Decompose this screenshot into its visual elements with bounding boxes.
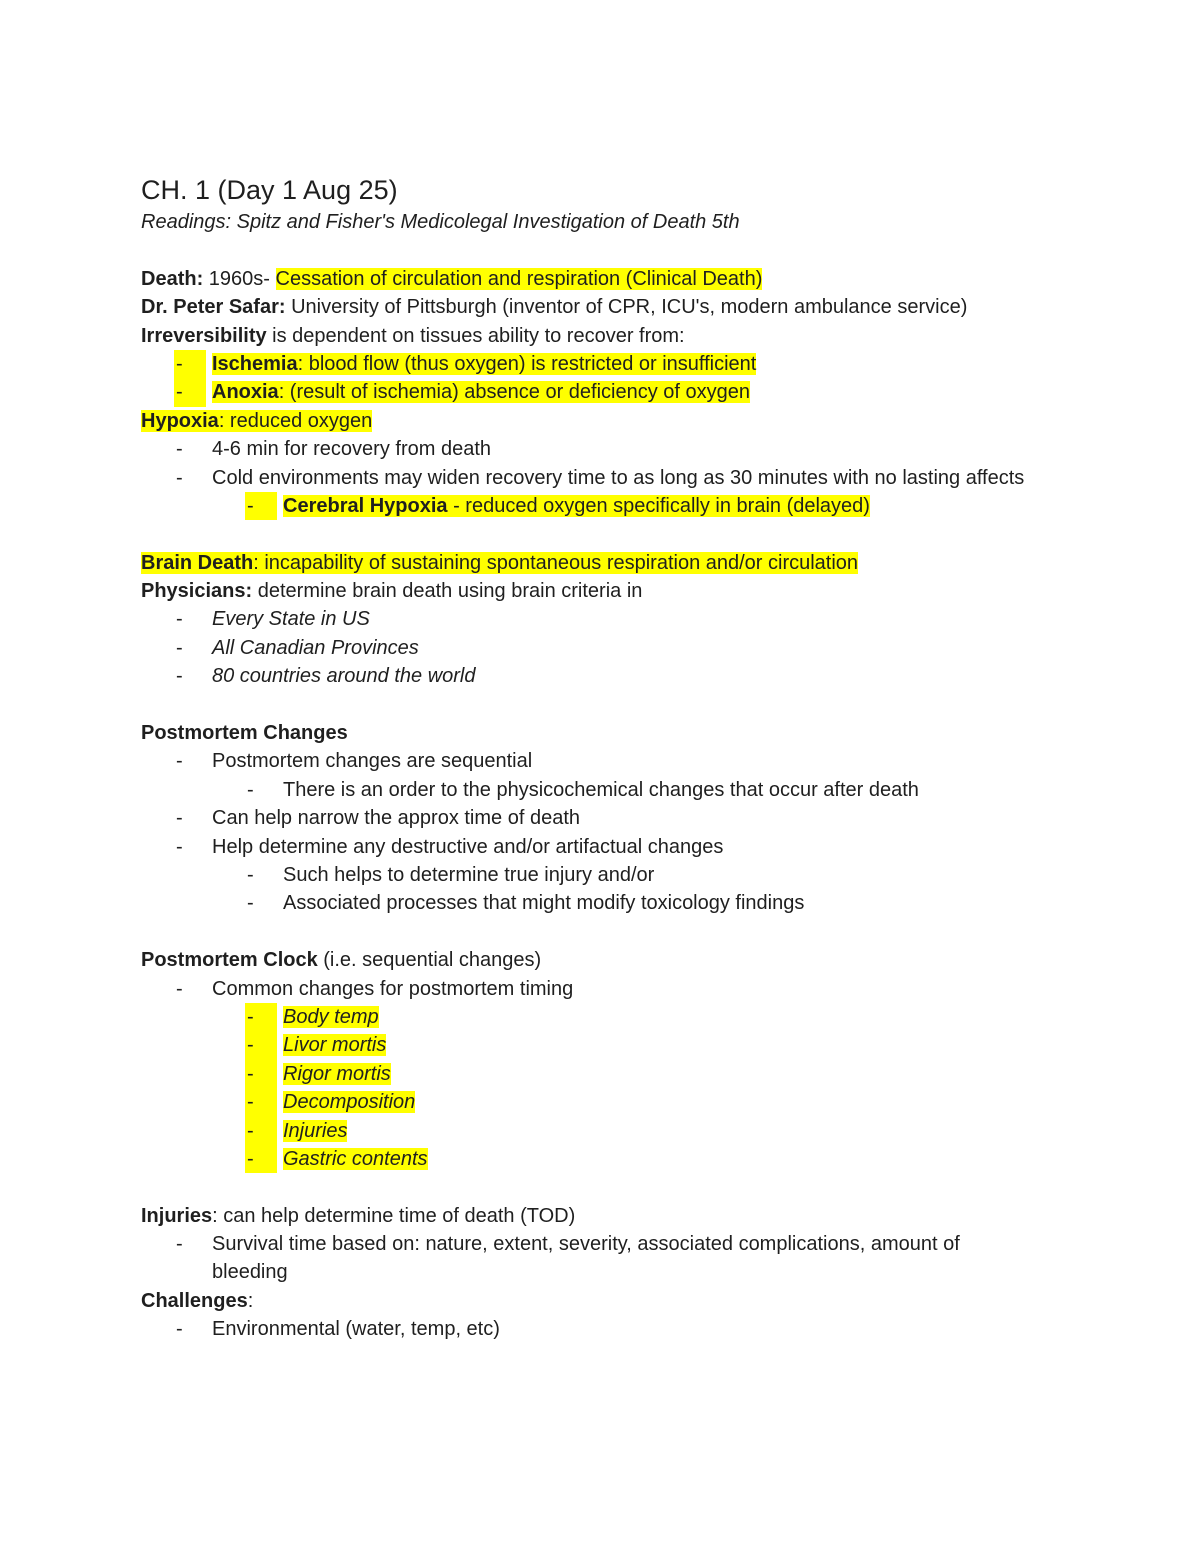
- death-prefix: 1960s-: [203, 267, 276, 290]
- bullet-dash: -: [245, 492, 277, 520]
- challenges-line: [141, 1287, 1041, 1315]
- page-title: CH. 1 (Day 1 Aug 25): [141, 175, 398, 205]
- bullet-dash: -: [247, 778, 254, 801]
- bullet-dash: -: [245, 1003, 277, 1031]
- readings-line: Readings: Spitz and Fisher's Medicolegal Investigation of Death 5th: [141, 211, 740, 233]
- list-item: - 4-6 min for recovery from death: [141, 435, 1041, 463]
- bullet-dash: -: [174, 378, 206, 406]
- brain-death-label: Brain Death: [141, 551, 254, 574]
- list-item: - Postmortem changes are sequential: [141, 747, 1041, 775]
- challenges-text: :: [247, 1289, 254, 1312]
- safar-text: University of Pittsburgh (inventor of CPR, ICU's, modern ambulance service): [285, 296, 968, 319]
- ischemia-text: : blood flow (thus oxygen) is restricted or insufficient: [297, 352, 757, 375]
- bullet-dash: -: [245, 1145, 277, 1173]
- list-item: - Common changes for postmortem timing: [141, 975, 1041, 1003]
- physicians-text: determine brain death using brain criteria in: [252, 580, 643, 603]
- list-item-highlighted: - Rigor mortis: [141, 1060, 1041, 1088]
- cerebral-hypoxia-label: Cerebral Hypoxia: [283, 494, 448, 517]
- irreversibility-label: Irreversibility: [141, 324, 267, 347]
- death-highlight: Cessation of circulation and respiration (Clinical Death): [275, 267, 763, 290]
- cerebral-hypoxia-text: - reduced oxygen specifically in brain (delayed): [447, 494, 870, 517]
- postmortem-clock-line: [141, 946, 1041, 974]
- bullet-dash: -: [176, 750, 183, 773]
- bullet-dash: -: [176, 977, 183, 1000]
- bullet-dash: -: [176, 665, 183, 688]
- list-item-cerebral-hypoxia: [141, 492, 1041, 520]
- list-item: - 80 countries around the world: [141, 662, 1041, 690]
- list-item: - Environmental (water, temp, etc): [141, 1315, 1041, 1343]
- bullet-dash: -: [176, 466, 183, 489]
- list-item: - Help determine any destructive and/or artifactual changes: [141, 833, 1041, 861]
- hypoxia-text: : reduced oxygen: [218, 409, 373, 432]
- hypoxia-label: Hypoxia: [141, 409, 219, 432]
- bullet-dash: -: [245, 1060, 277, 1088]
- list-item: - Survival time based on: nature, extent, severity, associated complications, amount of bleeding: [141, 1230, 1032, 1287]
- bullet-dash: -: [245, 1031, 277, 1059]
- anoxia-text: : (result of ischemia) absence or deficiency of oxygen: [278, 381, 751, 404]
- brain-death-text: : incapability of sustaining spontaneous respiration and/or circulation: [253, 551, 859, 574]
- brain-death-line: [141, 549, 1041, 577]
- death-label: Death:: [141, 267, 204, 290]
- list-item: - Associated processes that might modify toxicology findings: [141, 889, 1041, 917]
- section-heading-postmortem-clock: Postmortem Clock: [141, 949, 318, 972]
- bullet-dash: -: [176, 835, 183, 858]
- bullet-dash: -: [176, 636, 183, 659]
- challenges-label: Challenges: [141, 1289, 248, 1312]
- anoxia-label: Anoxia: [212, 381, 279, 404]
- bullet-dash: -: [176, 608, 183, 631]
- list-item: - Every State in US: [141, 605, 1041, 633]
- postmortem-clock-suffix: (i.e. sequential changes): [317, 949, 542, 972]
- list-item-anoxia: [141, 378, 1041, 406]
- list-item-ischemia: [141, 350, 1041, 378]
- list-item: - Cold environments may widen recovery time to as long as 30 minutes with no lasting affects: [141, 464, 1032, 492]
- list-item: - All Canadian Provinces: [141, 634, 1041, 662]
- death-line: [141, 265, 1041, 293]
- bullet-dash: -: [174, 350, 206, 378]
- injuries-text: : can help determine time of death (TOD): [212, 1204, 576, 1227]
- list-item: - Such helps to determine true injury and/or: [141, 861, 1041, 889]
- list-item: - Can help narrow the approx time of death: [141, 804, 1041, 832]
- list-item: - There is an order to the physicochemical changes that occur after death: [141, 776, 1041, 804]
- bullet-dash: -: [247, 892, 254, 915]
- section-heading-postmortem-changes: Postmortem Changes: [141, 722, 348, 745]
- list-item-highlighted: - Injuries: [141, 1117, 1041, 1145]
- safar-line: [141, 293, 1041, 321]
- list-item-highlighted: - Body temp: [141, 1003, 1041, 1031]
- physicians-line: [141, 577, 1041, 605]
- list-item-highlighted: - Gastric contents: [141, 1145, 1041, 1173]
- list-item-highlighted: - Decomposition: [141, 1088, 1041, 1116]
- bullet-dash: -: [176, 1233, 183, 1256]
- hypoxia-line: [141, 407, 1041, 435]
- irreversibility-text: is dependent on tissues ability to recover from:: [266, 324, 685, 347]
- bullet-dash: -: [247, 864, 254, 886]
- injuries-line: [141, 1202, 1041, 1230]
- bullet-dash: -: [245, 1117, 277, 1145]
- bullet-dash: -: [245, 1088, 277, 1116]
- safar-label: Dr. Peter Safar:: [141, 296, 286, 319]
- physicians-label: Physicians:: [141, 580, 253, 603]
- bullet-dash: -: [176, 807, 183, 830]
- list-item-highlighted: - Livor mortis: [141, 1031, 1041, 1059]
- document-body: [141, 172, 1041, 1344]
- bullet-dash: -: [176, 1318, 183, 1341]
- injuries-label: Injuries: [141, 1204, 213, 1227]
- ischemia-label: Ischemia: [212, 352, 298, 375]
- irreversibility-line: [141, 322, 1041, 350]
- bullet-dash: -: [176, 438, 183, 461]
